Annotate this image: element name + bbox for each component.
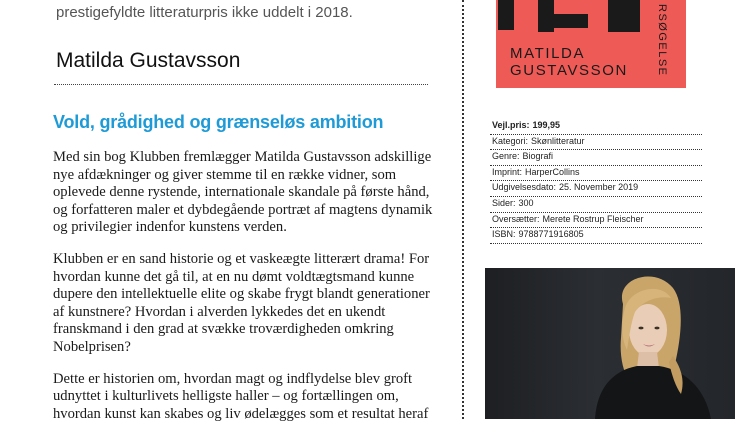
meta-isbn bbox=[490, 228, 702, 244]
meta-value: 9788771916805 bbox=[518, 229, 584, 240]
author-heading: Matilda Gustavsson bbox=[56, 49, 241, 72]
column-divider bbox=[462, 0, 464, 419]
author-photo bbox=[485, 268, 735, 419]
paragraph: Med sin bog Klubben fremlægger Matilda Gustavsson adskillige nye afdækninger og giver stemme til en række vidner, som oplevede denne rystende, internationale skandale på første hånd, og forfatteren maler et dybdegående portræt af magtens dynamik og privilegier indenfor kunstens verden. bbox=[53, 149, 433, 236]
meta-value: HarperCollins bbox=[525, 166, 580, 177]
article-body bbox=[53, 149, 435, 437]
meta-key: Kategori: bbox=[492, 135, 529, 146]
meta-value: 199,95 bbox=[532, 120, 561, 130]
meta-key: Imprint: bbox=[492, 166, 523, 177]
paragraph: Dette er historien om, hvordan magt og indflydelse blev groft udnyttet i kulturlivets helligste haller – og fortællingen om, hvordan kunst kan skabes og liv ødelægges som et resultat heraf bbox=[53, 370, 429, 422]
paragraph: Klubben er en sand historie og et vaskeægte litterært drama! For hvordan kunne det gå til, at en nu dømt voldtægtsmand kunne dupere den intellektuelle elite og skabe frygt blandt generationer af kunstnere? Hvordan i alverden lykkedes det en ukendt franskmand i den grad at svække troværdigheden omkring Nobelprisen? bbox=[53, 250, 430, 355]
divider bbox=[54, 84, 428, 85]
meta-key: Vejl.pris: bbox=[492, 120, 530, 130]
meta-key: Oversætter: bbox=[492, 213, 540, 224]
book-cover bbox=[496, 0, 686, 88]
meta-genre bbox=[490, 150, 702, 166]
meta-price bbox=[490, 119, 702, 135]
meta-value: 25. November 2019 bbox=[559, 182, 639, 193]
meta-key: Sider: bbox=[492, 197, 516, 208]
cover-title-graphic bbox=[496, 0, 642, 32]
meta-release-date bbox=[490, 181, 702, 197]
cover-author bbox=[510, 45, 628, 79]
meta-key: ISBN: bbox=[492, 229, 516, 240]
meta-key: Genre: bbox=[492, 151, 520, 162]
cover-author-last: GUSTAVSSON bbox=[510, 62, 628, 79]
meta-key: Udgivelsesdato: bbox=[492, 182, 557, 193]
meta-pages bbox=[490, 197, 702, 213]
author-portrait-icon bbox=[485, 268, 735, 419]
meta-value: 300 bbox=[518, 197, 534, 208]
meta-value: Merete Rostrup Fleischer bbox=[542, 213, 644, 224]
intro-text: prestigefyldte litteraturpris ikke uddelt i 2018. bbox=[56, 4, 353, 21]
meta-imprint bbox=[490, 166, 702, 182]
book-metadata bbox=[490, 119, 702, 244]
section-heading: Vold, grådighed og grænseløs ambition bbox=[53, 112, 384, 132]
meta-value: Biografi bbox=[522, 151, 554, 162]
meta-category bbox=[490, 135, 702, 151]
cover-author-first: MATILDA bbox=[510, 45, 586, 62]
meta-translator bbox=[490, 213, 702, 229]
meta-value: Skønlitteratur bbox=[531, 135, 585, 146]
cover-side-text: RSØGELSE bbox=[656, 4, 668, 77]
